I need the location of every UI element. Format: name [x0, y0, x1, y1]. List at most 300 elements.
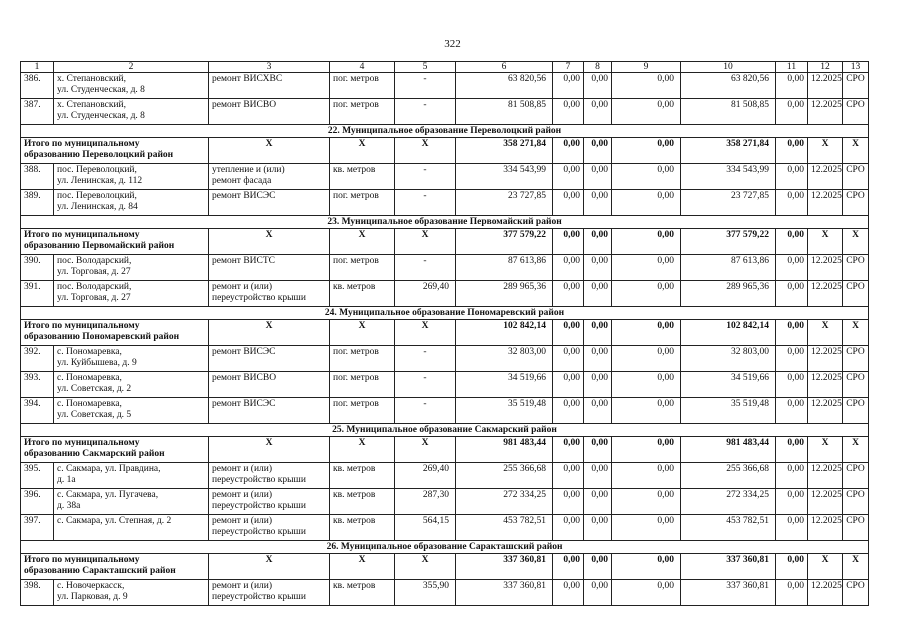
value: 0,00 — [776, 346, 808, 372]
value: 0,00 — [612, 99, 681, 125]
subtotal-label-line: Итого по муниципальному — [24, 230, 140, 240]
value: 0,00 — [553, 190, 584, 216]
address-line: д. 1а — [57, 474, 76, 485]
work-type — [209, 190, 330, 216]
x-mark: X — [395, 138, 456, 164]
address-line: с. Пономаревка, — [57, 399, 122, 409]
unit: кв. метров — [330, 281, 395, 307]
value: 0,00 — [584, 255, 612, 281]
section-heading-row — [21, 541, 869, 554]
table-row — [21, 489, 869, 515]
column-number-13: 13 — [843, 62, 869, 73]
method: СРО — [843, 489, 869, 515]
work-type-line: ремонт ВИСВО — [212, 100, 277, 110]
total-cost: 81 508,85 — [456, 99, 553, 125]
work-type — [209, 281, 330, 307]
total-cost: 377 579,22 — [456, 229, 553, 255]
value: 0,00 — [584, 164, 612, 190]
value: 0,00 — [553, 346, 584, 372]
value: 0,00 — [584, 73, 612, 99]
subtotal-row — [21, 320, 869, 346]
value: 0,00 — [612, 580, 681, 606]
value: 0,00 — [776, 580, 808, 606]
column-number-6: 6 — [456, 62, 553, 73]
value: 0,00 — [584, 281, 612, 307]
section-heading-row — [21, 307, 869, 320]
value: 0,00 — [584, 515, 612, 541]
method: СРО — [843, 190, 869, 216]
total-cost: 272 334,25 — [456, 489, 553, 515]
address-line: ул. Куйбышева, д. 9 — [57, 357, 137, 368]
value: 0,00 — [612, 463, 681, 489]
section-title: 25. Муниципальное образование Сакмарский район — [21, 424, 869, 437]
area: - — [395, 164, 456, 190]
address-line: с. Пономаревка, — [57, 373, 122, 383]
completion-date: 12.2025 — [808, 190, 843, 216]
value: 0,00 — [584, 190, 612, 216]
value: 0,00 — [612, 255, 681, 281]
x-mark: X — [843, 138, 869, 164]
area: - — [395, 346, 456, 372]
completion-date: 12.2025 — [808, 281, 843, 307]
table-row — [21, 463, 869, 489]
work-type — [209, 580, 330, 606]
x-mark: X — [330, 320, 395, 346]
unit: пог. метров — [330, 255, 395, 281]
x-mark: X — [808, 437, 843, 463]
column-number-1: 1 — [21, 62, 54, 73]
value: 0,00 — [553, 372, 584, 398]
address-line: с. Сакмара, ул. Правдина, — [57, 464, 161, 474]
address — [54, 515, 209, 541]
value: 0,00 — [553, 73, 584, 99]
value: 0,00 — [553, 580, 584, 606]
table-row — [21, 255, 869, 281]
value: 0,00 — [553, 281, 584, 307]
value: 0,00 — [612, 73, 681, 99]
row-number: 394. — [21, 398, 54, 424]
address — [54, 190, 209, 216]
row-number: 386. — [21, 73, 54, 99]
work-type — [209, 99, 330, 125]
address-line: ул. Торговая, д. 27 — [57, 266, 131, 277]
section-title: 22. Муниципальное образование Переволоцкий район — [21, 125, 869, 138]
work-type — [209, 73, 330, 99]
capital-repair-table — [20, 61, 869, 606]
section-heading-row — [21, 424, 869, 437]
value: 0,00 — [612, 281, 681, 307]
row-number: 387. — [21, 99, 54, 125]
value: 0,00 — [776, 437, 808, 463]
unit: кв. метров — [330, 164, 395, 190]
work-type — [209, 372, 330, 398]
address — [54, 164, 209, 190]
owner-funds: 35 519,48 — [681, 398, 776, 424]
subtotal-label-line: Итого по муниципальному — [24, 321, 140, 331]
address — [54, 372, 209, 398]
total-cost: 32 803,00 — [456, 346, 553, 372]
table-row — [21, 515, 869, 541]
value: 0,00 — [553, 255, 584, 281]
work-type — [209, 515, 330, 541]
work-type-line: ремонт ВИСЭС — [212, 347, 276, 357]
address-line: ул. Парковая, д. 9 — [57, 591, 128, 602]
completion-date: 12.2025 — [808, 99, 843, 125]
address-line: ул. Студенческая, д. 8 — [57, 84, 145, 95]
value: 0,00 — [776, 164, 808, 190]
completion-date: 12.2025 — [808, 489, 843, 515]
completion-date: 12.2025 — [808, 346, 843, 372]
x-mark: X — [808, 229, 843, 255]
column-number-5: 5 — [395, 62, 456, 73]
value: 0,00 — [553, 463, 584, 489]
value: 0,00 — [776, 229, 808, 255]
method: СРО — [843, 372, 869, 398]
completion-date: 12.2025 — [808, 73, 843, 99]
x-mark: X — [843, 229, 869, 255]
value: 0,00 — [584, 554, 612, 580]
completion-date: 12.2025 — [808, 463, 843, 489]
method: СРО — [843, 255, 869, 281]
owner-funds: 453 782,51 — [681, 515, 776, 541]
section-heading-row — [21, 216, 869, 229]
work-type-line: ремонт и (или) — [212, 282, 273, 292]
value: 0,00 — [553, 99, 584, 125]
area: - — [395, 372, 456, 398]
work-type — [209, 489, 330, 515]
value: 0,00 — [612, 437, 681, 463]
completion-date: 12.2025 — [808, 580, 843, 606]
value: 0,00 — [553, 138, 584, 164]
area: 564,15 — [395, 515, 456, 541]
value: 0,00 — [776, 190, 808, 216]
x-mark: X — [395, 437, 456, 463]
total-cost: 87 613,86 — [456, 255, 553, 281]
table-row — [21, 164, 869, 190]
address — [54, 398, 209, 424]
value: 0,00 — [776, 255, 808, 281]
address — [54, 463, 209, 489]
value: 0,00 — [584, 372, 612, 398]
completion-date: 12.2025 — [808, 372, 843, 398]
method: СРО — [843, 281, 869, 307]
method: СРО — [843, 164, 869, 190]
value: 0,00 — [584, 229, 612, 255]
value: 0,00 — [776, 99, 808, 125]
unit: пог. метров — [330, 190, 395, 216]
table-row — [21, 190, 869, 216]
value: 0,00 — [612, 554, 681, 580]
area: 355,90 — [395, 580, 456, 606]
value: 0,00 — [612, 320, 681, 346]
total-cost: 102 842,14 — [456, 320, 553, 346]
total-cost: 63 820,56 — [456, 73, 553, 99]
owner-funds: 358 271,84 — [681, 138, 776, 164]
value: 0,00 — [584, 346, 612, 372]
subtotal-row — [21, 437, 869, 463]
value: 0,00 — [584, 463, 612, 489]
owner-funds: 81 508,85 — [681, 99, 776, 125]
row-number: 391. — [21, 281, 54, 307]
unit: кв. метров — [330, 515, 395, 541]
value: 0,00 — [553, 489, 584, 515]
table-row — [21, 372, 869, 398]
owner-funds: 23 727,85 — [681, 190, 776, 216]
unit: кв. метров — [330, 580, 395, 606]
address — [54, 255, 209, 281]
x-mark: X — [395, 320, 456, 346]
x-mark: X — [808, 138, 843, 164]
work-type-line: ремонт фасада — [212, 175, 272, 186]
value: 0,00 — [776, 320, 808, 346]
area: - — [395, 398, 456, 424]
value: 0,00 — [553, 164, 584, 190]
row-number: 393. — [21, 372, 54, 398]
work-type-line: переустройство крыши — [212, 591, 306, 602]
section-title: 23. Муниципальное образование Первомайский район — [21, 216, 869, 229]
work-type — [209, 255, 330, 281]
value: 0,00 — [612, 346, 681, 372]
area: - — [395, 99, 456, 125]
value: 0,00 — [612, 398, 681, 424]
value: 0,00 — [612, 489, 681, 515]
work-type-line: ремонт ВИСЭС — [212, 191, 276, 201]
unit: пог. метров — [330, 398, 395, 424]
total-cost: 35 519,48 — [456, 398, 553, 424]
work-type-line: утепление и (или) — [212, 165, 285, 175]
value: 0,00 — [612, 515, 681, 541]
section-title: 26. Муниципальное образование Саракташский район — [21, 541, 869, 554]
table-row — [21, 580, 869, 606]
address-line: ул. Ленинская, д. 84 — [57, 201, 138, 212]
unit: пог. метров — [330, 73, 395, 99]
area: 287,30 — [395, 489, 456, 515]
method: СРО — [843, 99, 869, 125]
unit: кв. метров — [330, 489, 395, 515]
work-type — [209, 463, 330, 489]
x-mark: X — [843, 554, 869, 580]
work-type-line: переустройство крыши — [212, 500, 306, 511]
column-number-8: 8 — [584, 62, 612, 73]
row-number: 389. — [21, 190, 54, 216]
value: 0,00 — [776, 463, 808, 489]
owner-funds: 255 366,68 — [681, 463, 776, 489]
column-number-2: 2 — [54, 62, 209, 73]
value: 0,00 — [553, 320, 584, 346]
row-number: 396. — [21, 489, 54, 515]
address-line: ул. Студенческая, д. 8 — [57, 110, 145, 121]
value: 0,00 — [584, 580, 612, 606]
column-number-row — [21, 62, 869, 73]
method: СРО — [843, 73, 869, 99]
value: 0,00 — [612, 164, 681, 190]
address-line: с. Новочеркасск, — [57, 581, 125, 591]
total-cost: 358 271,84 — [456, 138, 553, 164]
subtotal-label — [21, 138, 209, 164]
row-number: 392. — [21, 346, 54, 372]
method: СРО — [843, 580, 869, 606]
owner-funds: 63 820,56 — [681, 73, 776, 99]
column-number-7: 7 — [553, 62, 584, 73]
subtotal-label-line: Итого по муниципальному — [24, 555, 140, 565]
work-type-line: ремонт и (или) — [212, 490, 273, 500]
subtotal-label-line: Итого по муниципальному — [24, 139, 140, 149]
total-cost: 981 483,44 — [456, 437, 553, 463]
total-cost: 337 360,81 — [456, 580, 553, 606]
row-number: 395. — [21, 463, 54, 489]
table-row — [21, 99, 869, 125]
value: 0,00 — [584, 398, 612, 424]
area: 269,40 — [395, 281, 456, 307]
address-line: пос. Володарский, — [57, 282, 132, 292]
address-line: х. Степановский, — [57, 100, 127, 110]
total-cost: 334 543,99 — [456, 164, 553, 190]
x-mark: X — [209, 437, 330, 463]
value: 0,00 — [584, 138, 612, 164]
method: СРО — [843, 398, 869, 424]
x-mark: X — [395, 554, 456, 580]
total-cost: 453 782,51 — [456, 515, 553, 541]
column-number-11: 11 — [776, 62, 808, 73]
subtotal-label-line: образованию Саракташский район — [24, 565, 176, 576]
value: 0,00 — [612, 138, 681, 164]
row-number: 397. — [21, 515, 54, 541]
method: СРО — [843, 515, 869, 541]
completion-date: 12.2025 — [808, 515, 843, 541]
value: 0,00 — [612, 190, 681, 216]
total-cost: 34 519,66 — [456, 372, 553, 398]
value: 0,00 — [553, 515, 584, 541]
address-line: ул. Советская, д. 2 — [57, 383, 132, 394]
area: 269,40 — [395, 463, 456, 489]
x-mark: X — [330, 138, 395, 164]
owner-funds: 272 334,25 — [681, 489, 776, 515]
value: 0,00 — [584, 320, 612, 346]
x-mark: X — [808, 554, 843, 580]
address — [54, 281, 209, 307]
column-number-4: 4 — [330, 62, 395, 73]
address-line: ул. Советская, д. 5 — [57, 409, 132, 420]
subtotal-row — [21, 229, 869, 255]
work-type-line: переустройство крыши — [212, 526, 306, 537]
total-cost: 255 366,68 — [456, 463, 553, 489]
column-number-9: 9 — [612, 62, 681, 73]
section-title: 24. Муниципальное образование Пономаревский район — [21, 307, 869, 320]
work-type-line: ремонт и (или) — [212, 516, 273, 526]
x-mark: X — [330, 229, 395, 255]
address-line: пос. Володарский, — [57, 256, 132, 266]
subtotal-label — [21, 229, 209, 255]
work-type-line: ремонт ВИСЭС — [212, 399, 276, 409]
owner-funds: 34 519,66 — [681, 372, 776, 398]
area: - — [395, 255, 456, 281]
work-type-line: переустройство крыши — [212, 474, 306, 485]
value: 0,00 — [776, 554, 808, 580]
address-line: пос. Переволоцкий, — [57, 191, 137, 201]
value: 0,00 — [776, 281, 808, 307]
subtotal-label-line: образованию Первомайский район — [24, 240, 175, 251]
x-mark: X — [843, 437, 869, 463]
value: 0,00 — [553, 554, 584, 580]
work-type — [209, 164, 330, 190]
address — [54, 73, 209, 99]
subtotal-row — [21, 554, 869, 580]
work-type-line: ремонт и (или) — [212, 464, 273, 474]
owner-funds: 337 360,81 — [681, 554, 776, 580]
work-type-line: ремонт ВИСТС — [212, 256, 276, 266]
subtotal-label-line: образованию Сакмарский район — [24, 448, 165, 459]
unit: пог. метров — [330, 372, 395, 398]
address — [54, 580, 209, 606]
owner-funds: 32 803,00 — [681, 346, 776, 372]
total-cost: 337 360,81 — [456, 554, 553, 580]
address-line: пос. Переволоцкий, — [57, 165, 137, 175]
value: 0,00 — [553, 398, 584, 424]
column-number-12: 12 — [808, 62, 843, 73]
address-line: д. 38а — [57, 500, 81, 511]
owner-funds: 334 543,99 — [681, 164, 776, 190]
row-number: 398. — [21, 580, 54, 606]
table-row — [21, 398, 869, 424]
unit: пог. метров — [330, 99, 395, 125]
subtotal-label — [21, 437, 209, 463]
work-type — [209, 346, 330, 372]
address-line: с. Сакмара, ул. Степная, д. 2 — [57, 516, 172, 526]
value: 0,00 — [584, 489, 612, 515]
value: 0,00 — [584, 99, 612, 125]
address-line: с. Пономаревка, — [57, 347, 122, 357]
total-cost: 289 965,36 — [456, 281, 553, 307]
owner-funds: 102 842,14 — [681, 320, 776, 346]
unit: пог. метров — [330, 346, 395, 372]
subtotal-label — [21, 320, 209, 346]
subtotal-label-line: образованию Пономаревский район — [24, 331, 180, 342]
unit: кв. метров — [330, 463, 395, 489]
completion-date: 12.2025 — [808, 398, 843, 424]
table-row — [21, 73, 869, 99]
page-number: 322 — [444, 38, 461, 50]
completion-date: 12.2025 — [808, 255, 843, 281]
x-mark: X — [209, 229, 330, 255]
x-mark: X — [808, 320, 843, 346]
value: 0,00 — [776, 515, 808, 541]
total-cost: 23 727,85 — [456, 190, 553, 216]
address-line: ул. Торговая, д. 27 — [57, 292, 131, 303]
area: - — [395, 190, 456, 216]
column-number-10: 10 — [681, 62, 776, 73]
owner-funds: 289 965,36 — [681, 281, 776, 307]
section-heading-row — [21, 125, 869, 138]
address-line: с. Сакмара, ул. Пугачева, — [57, 490, 159, 500]
value: 0,00 — [776, 73, 808, 99]
row-number: 390. — [21, 255, 54, 281]
column-number-3: 3 — [209, 62, 330, 73]
x-mark: X — [209, 320, 330, 346]
address-line: х. Степановский, — [57, 74, 127, 84]
completion-date: 12.2025 — [808, 164, 843, 190]
subtotal-label — [21, 554, 209, 580]
value: 0,00 — [776, 398, 808, 424]
x-mark: X — [209, 554, 330, 580]
work-type-line: ремонт ВИСХВС — [212, 74, 283, 84]
x-mark: X — [330, 437, 395, 463]
x-mark: X — [843, 320, 869, 346]
owner-funds: 337 360,81 — [681, 580, 776, 606]
address — [54, 346, 209, 372]
work-type-line: переустройство крыши — [212, 292, 306, 303]
address — [54, 489, 209, 515]
value: 0,00 — [776, 138, 808, 164]
